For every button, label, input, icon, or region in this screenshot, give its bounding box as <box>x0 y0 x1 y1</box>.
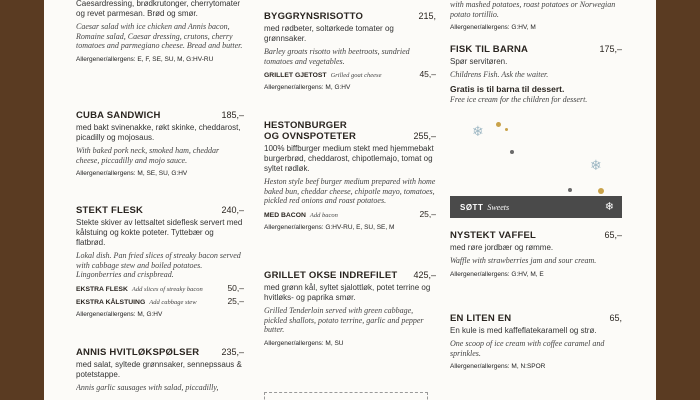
item-name: GRILLET OKSE INDREFILET <box>264 270 398 281</box>
decor-dot <box>568 188 572 192</box>
item-description: med rødbeter, soltørkede tomater og grønnsaker. <box>264 24 394 43</box>
extra-label: EKSTRA FLESK <box>76 285 128 293</box>
section-title: SØTT <box>460 202 484 212</box>
menu-item-risotto <box>264 11 436 91</box>
decor-dot <box>505 128 508 131</box>
section-subtitle: Sweets <box>487 202 510 212</box>
item-allergens: Allergener/allergens: G:HV, M, E <box>450 270 544 278</box>
item-english: Annis garlic sausages with salad, piccadilly, <box>76 383 219 392</box>
extra-price: 50,– <box>227 282 244 293</box>
gratis-notice: Gratis is til barna til dessert. <box>450 83 565 94</box>
item-price: 425,– <box>413 270 436 280</box>
item-english: Lokal dish. Pan fried slices of streaky bacon served with cabbage stew and boiled potatoes. Lingonberries and crispbread. <box>76 251 241 279</box>
menu-item-stekt-flesk <box>76 205 244 318</box>
item-description: med grønn kål, syltet sjalottløk, potet terrine og hvitløks- og paprika smør. <box>264 283 431 302</box>
item-price: 175,– <box>599 44 622 54</box>
item-price: 215, <box>418 11 436 21</box>
extra-english: Add cabbage stew <box>149 298 197 306</box>
item-name: FISK TIL BARNA <box>450 44 529 55</box>
item-english: Waffle with strawberries jam and sour cream. <box>450 256 597 265</box>
item-english: With baked pork neck, smoked ham, cheddar cheese, piccadilly and mojo sauce. <box>76 146 220 165</box>
item-english: Childrens Fish. Ask the waiter. <box>450 70 549 79</box>
item-price: 240,– <box>221 205 244 215</box>
item-name: CUBA SANDWICH <box>76 110 161 121</box>
item-allergens: Allergener/allergens: M, SE, SU, G:HV <box>76 170 188 177</box>
item-name-line2: OG OVNSPOTETER <box>264 131 357 142</box>
dashed-voucher-box <box>264 392 428 400</box>
decor-dot <box>496 122 501 127</box>
item-price: 235,– <box>221 347 244 357</box>
item-name: EN LITEN EN <box>450 313 512 324</box>
item-allergens: Allergener/allergens: M, N:SPOR <box>450 363 546 370</box>
item-name: STEKT FLESK <box>76 205 144 216</box>
menu-column-left <box>76 0 244 400</box>
menu-item-annis-polser <box>76 347 244 393</box>
section-header-sweets <box>450 196 622 218</box>
item-description: Spør servitøren. <box>450 57 508 66</box>
item-english: with mashed potatoes, roast potatoes or Norwegian potato tortillio. <box>450 0 616 19</box>
decor-dot <box>510 150 514 154</box>
menu-item-fisk-til-barna <box>450 44 622 104</box>
item-name: NYSTEKT VAFFEL <box>450 230 537 241</box>
item-description: med røre jordbær og rømme. <box>450 243 554 252</box>
item-english: Caesar salad with ice chicken and Annis bacon, Romaine salad, Caesar dressing, crutons, cherry tomatoes and parmegiano cheese. Bread and butter. <box>76 22 243 50</box>
item-description: Caesardressing, brødkrutonger, cherrytomater og revet parmesan. Brød og smør. <box>76 0 241 18</box>
extra-label: EKSTRA KÅLSTUING <box>76 298 146 306</box>
menu-column-right <box>450 0 622 400</box>
item-description: En kule is med kaffeflatekaramell og strø. <box>450 326 597 335</box>
menu-item-top-continued <box>450 0 622 31</box>
item-name: ANNIS HVITLØKSPØLSER <box>76 347 200 358</box>
item-english: Barley groats risotto with beetroots, sundried tomatoes and vegetables. <box>264 47 410 66</box>
item-english: Heston style beef burger medium prepared with home baked bun, cheddar cheese, chipotle mayo, tomatoes, pickled red onions and roast potatoes. <box>264 177 436 205</box>
item-description: 100% biffburger medium stekt med hjemmebakt burgerbrød, cheddarost, chipotlemajo, tomat og syltet rødløk. <box>264 144 434 173</box>
menu-item-cuba-sandwich <box>76 110 244 177</box>
extra-label: MED BACON <box>264 211 306 219</box>
decor-dot <box>598 188 604 194</box>
item-english: One scoop of ice cream with coffee caramel and sprinkles. <box>450 339 605 358</box>
extra-english: Add slices of streaky bacon <box>131 285 203 293</box>
item-allergens: Allergener/allergens: E, F, SE, SU, M, G:HV-RU <box>76 55 214 63</box>
extra-label: GRILLET GJETOST <box>264 72 327 79</box>
extra-price: 25,– <box>419 208 436 219</box>
item-description: Stekte skiver av lettsaltet sideflesk servert med kålstuing og kokte poteter. Tyttebær og flatbrød. <box>76 218 243 247</box>
item-price: 65, <box>609 313 622 323</box>
item-allergens: Allergener/allergens: G:HV, M <box>450 24 536 31</box>
snowflake-icon: ❄ <box>472 123 484 139</box>
item-allergens: Allergener/allergens: G:HV-RU, E, SU, SE, M <box>264 223 395 231</box>
menu-item-vaffel <box>450 230 622 278</box>
item-allergens: Allergener/allergens: M, G:HV <box>76 310 163 318</box>
item-description: med bakt svinenakke, røkt skinke, cheddarost, picadilly og mojosaus. <box>76 123 241 142</box>
menu-item-hestonburger <box>264 120 436 231</box>
snowflake-icon: ❄ <box>590 157 602 173</box>
item-price: 65,– <box>604 230 622 240</box>
menu-sheet <box>44 0 656 400</box>
extra-option <box>264 209 436 219</box>
extra-option <box>264 69 436 79</box>
extra-english: Grilled goat cheese <box>330 72 382 79</box>
extra-price: 25,– <box>227 295 244 306</box>
extra-option <box>76 296 244 306</box>
extra-price: 45,– <box>419 69 436 79</box>
item-allergens: Allergener/allergens: M, SU <box>264 339 344 347</box>
gratis-notice-english: Free ice cream for the children for dessert. <box>450 94 588 104</box>
extra-english: Add bacon <box>309 211 338 219</box>
snowflake-icon: ❄ <box>604 201 614 213</box>
item-name: BYGGRYNSRISOTTO <box>264 11 364 22</box>
menu-column-middle <box>264 0 436 400</box>
menu-item-caesar <box>76 0 244 63</box>
menu-item-en-liten-en <box>450 313 622 370</box>
menu-item-indrefilet <box>264 270 436 347</box>
item-price: 185,– <box>221 110 244 120</box>
extra-option <box>76 283 244 293</box>
item-description: med salat, syltede grønnsaker, sennepssaus & potetstappe. <box>76 360 242 379</box>
item-name: HESTONBURGER <box>264 120 347 131</box>
item-price: 255,– <box>413 131 436 141</box>
item-english: Grilled Tenderloin served with green cabbage, pickled shallots, potato terrine, garlic and pepper butter. <box>264 306 424 334</box>
item-allergens: Allergener/allergens: M, G:HV <box>264 84 351 91</box>
